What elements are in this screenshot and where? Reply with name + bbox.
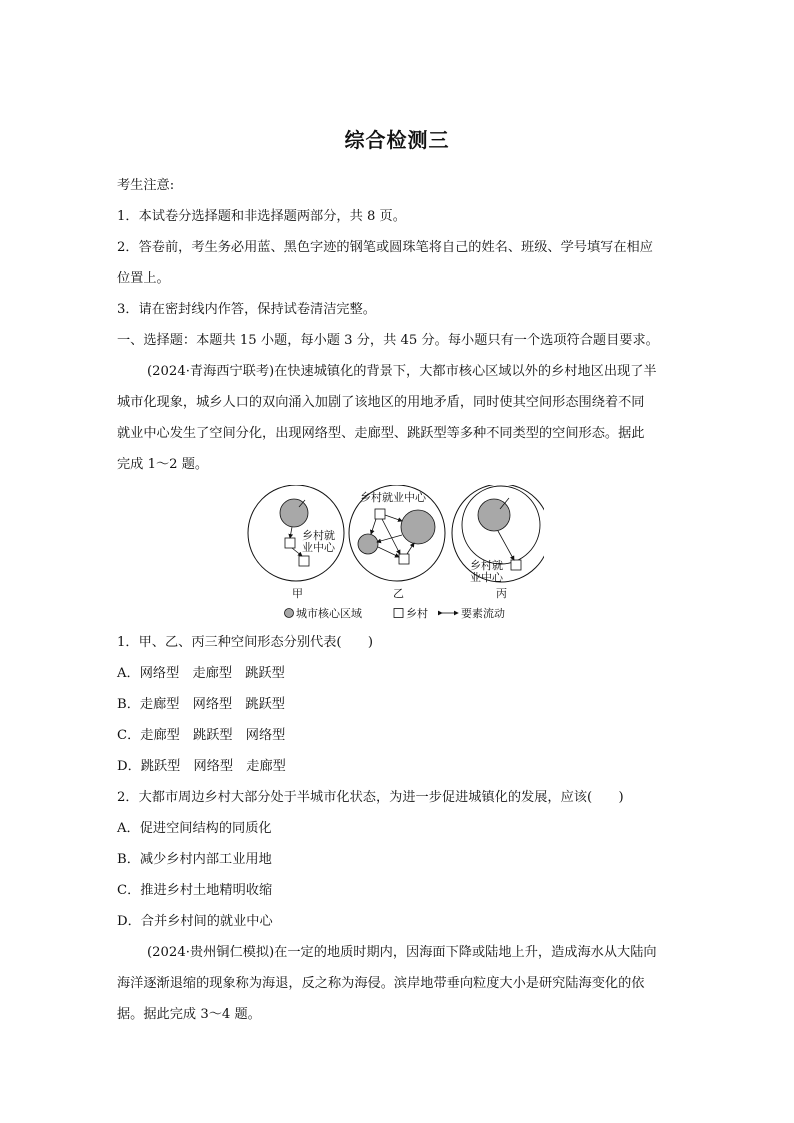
material-1-line-2: 城市化现象，城乡人口的双向涌入加剧了该地区的用地矛盾，同时使其空间形态围绕着不同 xyxy=(117,395,645,410)
yi-flow-arrow-4 xyxy=(378,547,399,557)
notice-header: 考生注意: xyxy=(117,178,175,193)
q1-option-a: A．网络型 走廊型 跳跃型 xyxy=(117,666,285,681)
material-1-line-3: 就业中心发生了空间分化，出现网络型、走廊型、跳跃型等多种不同类型的空间形态。据此 xyxy=(117,426,645,441)
legend-core-label: 城市核心区域 xyxy=(296,607,362,620)
bing-label-line-1: 乡村就 xyxy=(470,559,503,572)
jia-village-2 xyxy=(299,556,309,566)
jia-village-1 xyxy=(285,538,295,548)
legend-village-swatch xyxy=(394,609,403,618)
bing-village xyxy=(511,560,521,570)
q2-stem: 2．大都市周边乡村大部分处于半城市化状态，为进一步促进城镇化的发展，应该( ) xyxy=(117,790,624,805)
section-heading: 一、选择题：本题共 15 小题，每小题 3 分，共 45 分。每小题只有一个选项符合题目要求。 xyxy=(117,333,659,348)
bing-core-area xyxy=(478,499,510,531)
panel-label-bing: 丙 xyxy=(496,587,507,600)
jia-flow-arrow-1 xyxy=(290,527,292,538)
yi-flow-arrow-6 xyxy=(377,535,402,542)
jia-flow-arrow-2 xyxy=(292,548,302,556)
notice-item-2-line-1: 2．答卷前，考生务必用蓝、黑色字迹的钢笔或圆珠笔将自己的姓名、班级、学号填写在相应 xyxy=(117,240,653,255)
panel-bing xyxy=(452,485,544,600)
material-2-line-1: (2024·贵州铜仁模拟)在一定的地质时期内，因海面下降或陆地上升，造成海水从大陆向 xyxy=(147,945,657,960)
yi-village-1 xyxy=(375,509,385,519)
material-2-line-2: 海洋逐渐退缩的现象称为海退，反之称为海侵。滨岸地带垂向粒度大小是研究陆海变化的依 xyxy=(117,976,645,991)
legend-core-swatch xyxy=(285,609,294,618)
panel-yi xyxy=(349,485,445,600)
q2-option-d: D．合并乡村间的就业中心 xyxy=(117,914,273,929)
page-title: 综合检测三 xyxy=(344,128,450,152)
q2-option-c: C．推进乡村土地精明收缩 xyxy=(117,883,273,898)
q1-option-b: B．走廊型 网络型 跳跃型 xyxy=(117,697,285,712)
panel-jia xyxy=(248,485,344,600)
yi-flow-arrow-1 xyxy=(385,515,402,521)
notice-item-2-line-2: 位置上。 xyxy=(117,271,170,286)
q1-stem: 1．甲、乙、丙三种空间形态分别代表( ) xyxy=(117,635,374,650)
notice-item-3: 3．请在密封线内作答，保持试卷清洁完整。 xyxy=(117,302,376,317)
jia-label-line-2: 业中心 xyxy=(302,541,335,554)
bing-label-line-2: 业中心 xyxy=(470,571,503,584)
q2-option-a: A．促进空间结构的同质化 xyxy=(117,821,272,836)
yi-label: 乡村就业中心 xyxy=(360,491,426,504)
material-1-line-1: (2024·青海西宁联考)在快速城镇化的背景下，大都市核心区域以外的乡村地区出现了半 xyxy=(147,364,657,379)
spatial-form-diagram xyxy=(244,485,544,623)
yi-flow-arrow-5 xyxy=(407,543,414,554)
panel-label-yi: 乙 xyxy=(393,587,404,600)
yi-core-area-1 xyxy=(401,510,435,544)
q2-option-b: B．减少乡村内部工业用地 xyxy=(117,852,272,867)
yi-flow-arrow-2 xyxy=(371,519,376,534)
jia-label-line-1: 乡村就 xyxy=(302,529,335,542)
legend-village-label: 乡村 xyxy=(406,607,428,620)
legend-flow-label: 要素流动 xyxy=(461,607,505,620)
diagram-svg xyxy=(244,485,544,623)
q1-option-d: D．跳跃型 网络型 走廊型 xyxy=(117,759,286,774)
yi-core-area-2 xyxy=(358,534,378,554)
diagram-legend xyxy=(285,606,506,620)
material-1-line-4: 完成 1～2 题。 xyxy=(117,457,209,472)
jia-core-area xyxy=(280,499,308,527)
panel-label-jia: 甲 xyxy=(292,587,303,600)
material-2-line-3: 据。据此完成 3～4 题。 xyxy=(117,1007,261,1022)
notice-item-1: 1．本试卷分选择题和非选择题两部分，共 8 页。 xyxy=(117,209,406,224)
q1-option-c: C．走廊型 跳跃型 网络型 xyxy=(117,728,286,743)
bing-flow-arrow xyxy=(498,531,514,560)
yi-village-2 xyxy=(399,554,409,564)
